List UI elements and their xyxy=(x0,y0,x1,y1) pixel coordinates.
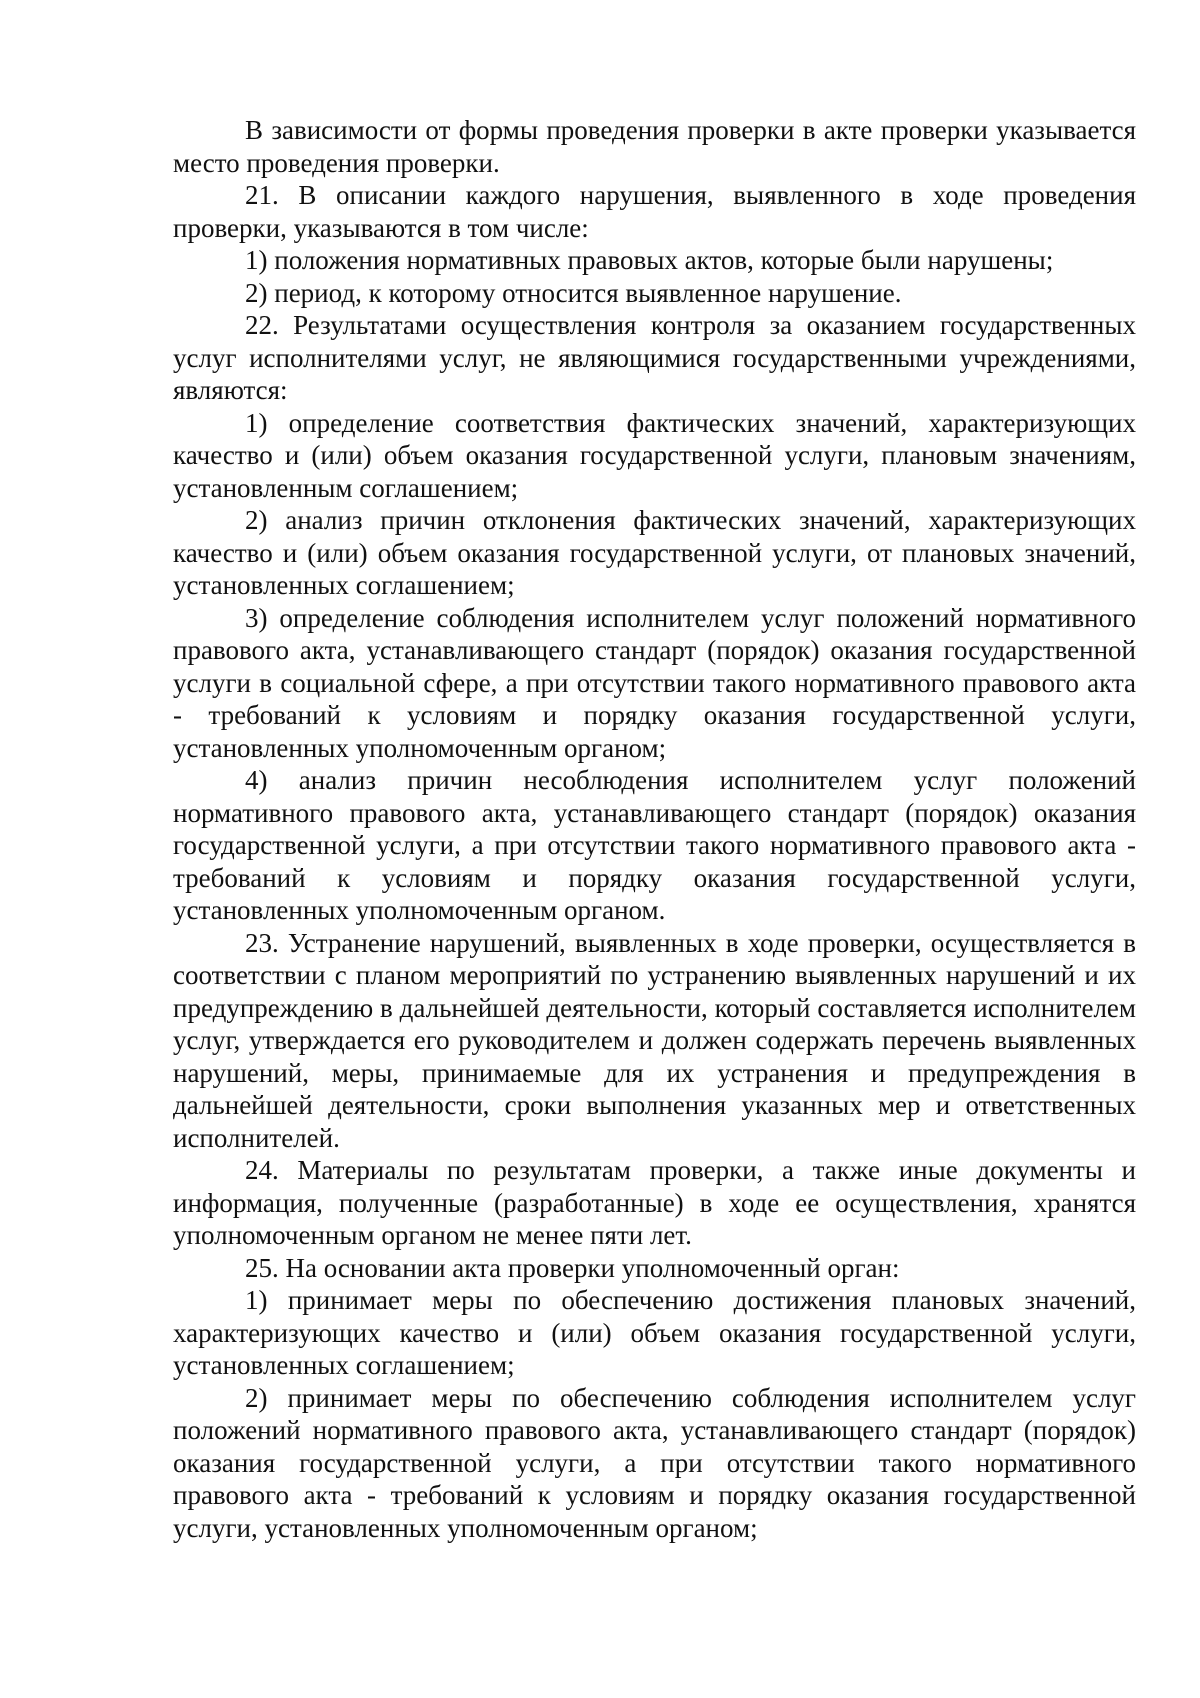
paragraph-21: 21. В описании каждого нарушения, выявленного в ходе проведения проверки, указываются в том числе: xyxy=(173,180,1136,243)
paragraph-21-item-2: 2) период, к которому относится выявленное нарушение. xyxy=(245,277,902,308)
paragraph-21-item-1: 1) положения нормативных правовых актов, которые были нарушены; xyxy=(245,245,1054,275)
paragraph-22-item-2: 2) анализ причин отклонения фактических значений, характеризующих качество и (или) объем оказания государственной услуги, от плановых значений, установленных соглашением; xyxy=(173,505,1136,600)
document-page xyxy=(173,114,1136,1544)
paragraph-22-item-4: 4) анализ причин несоблюдения исполнителем услуг положений нормативного правового акта, устанавливающего стандарт (порядок) оказания государственной услуги, а при отсутствии такого нормативного правового акта - требований к условиям и порядку оказания государственной услуги, установленных уполномоченным органом. xyxy=(173,765,1136,925)
paragraph-25-item-1: 1) принимает меры по обеспечению достижения плановых значений, характеризующих качество и (или) объем оказания государственной услуги, установленных соглашением; xyxy=(173,1285,1136,1380)
paragraph-25-item-2: 2) принимает меры по обеспечению соблюдения исполнителем услуг положений нормативного правового акта, устанавливающего стандарт (порядок) оказания государственной услуги, а при отсутствии такого нормативного правового акта - требований к условиям и порядку оказания государственной услуги, установленных уполномоченным органом; xyxy=(173,1382,1136,1543)
paragraph-25: 25. На основании акта проверки уполномоченный орган: xyxy=(245,1252,900,1283)
paragraph-24: 24. Материалы по результатам проверки, а также иные документы и информация, полученные (разработанные) в ходе ее осуществления, хранятся уполномоченным органом не менее пяти лет. xyxy=(173,1155,1136,1250)
paragraph-place-of-inspection: В зависимости от формы проведения проверки в акте проверки указывается место проведения проверки. xyxy=(173,115,1136,178)
paragraph-22: 22. Результатами осуществления контроля за оказанием государственных услуг исполнителями услуг, не являющимися государственными учреждениями, являются: xyxy=(173,310,1136,405)
paragraph-22-item-3: 3) определение соблюдения исполнителем услуг положений нормативного правового акта, устанавливающего стандарт (порядок) оказания государственной услуги в социальной сфере, а при отсутствии такого нормативного правового акта - требований к условиям и порядку оказания государственной услуги, установленных уполномоченным органом; xyxy=(173,602,1136,763)
paragraph-22-item-1: 1) определение соответствия фактических значений, характеризующих качество и (или) объем оказания государственной услуги, плановым значениям, установленным соглашением; xyxy=(173,407,1136,503)
paragraph-23: 23. Устранение нарушений, выявленных в ходе проверки, осуществляется в соответствии с планом мероприятий по устранению выявленных нарушений и их предупреждению в дальнейшей деятельности, который составляется исполнителем услуг, утверждается его руководителем и должен содержать перечень выявленных нарушений, меры, принимаемые для их устранения и предупреждения в дальнейшей деятельности, сроки выполнения указанных мер и ответственных исполнителей. xyxy=(173,927,1136,1153)
